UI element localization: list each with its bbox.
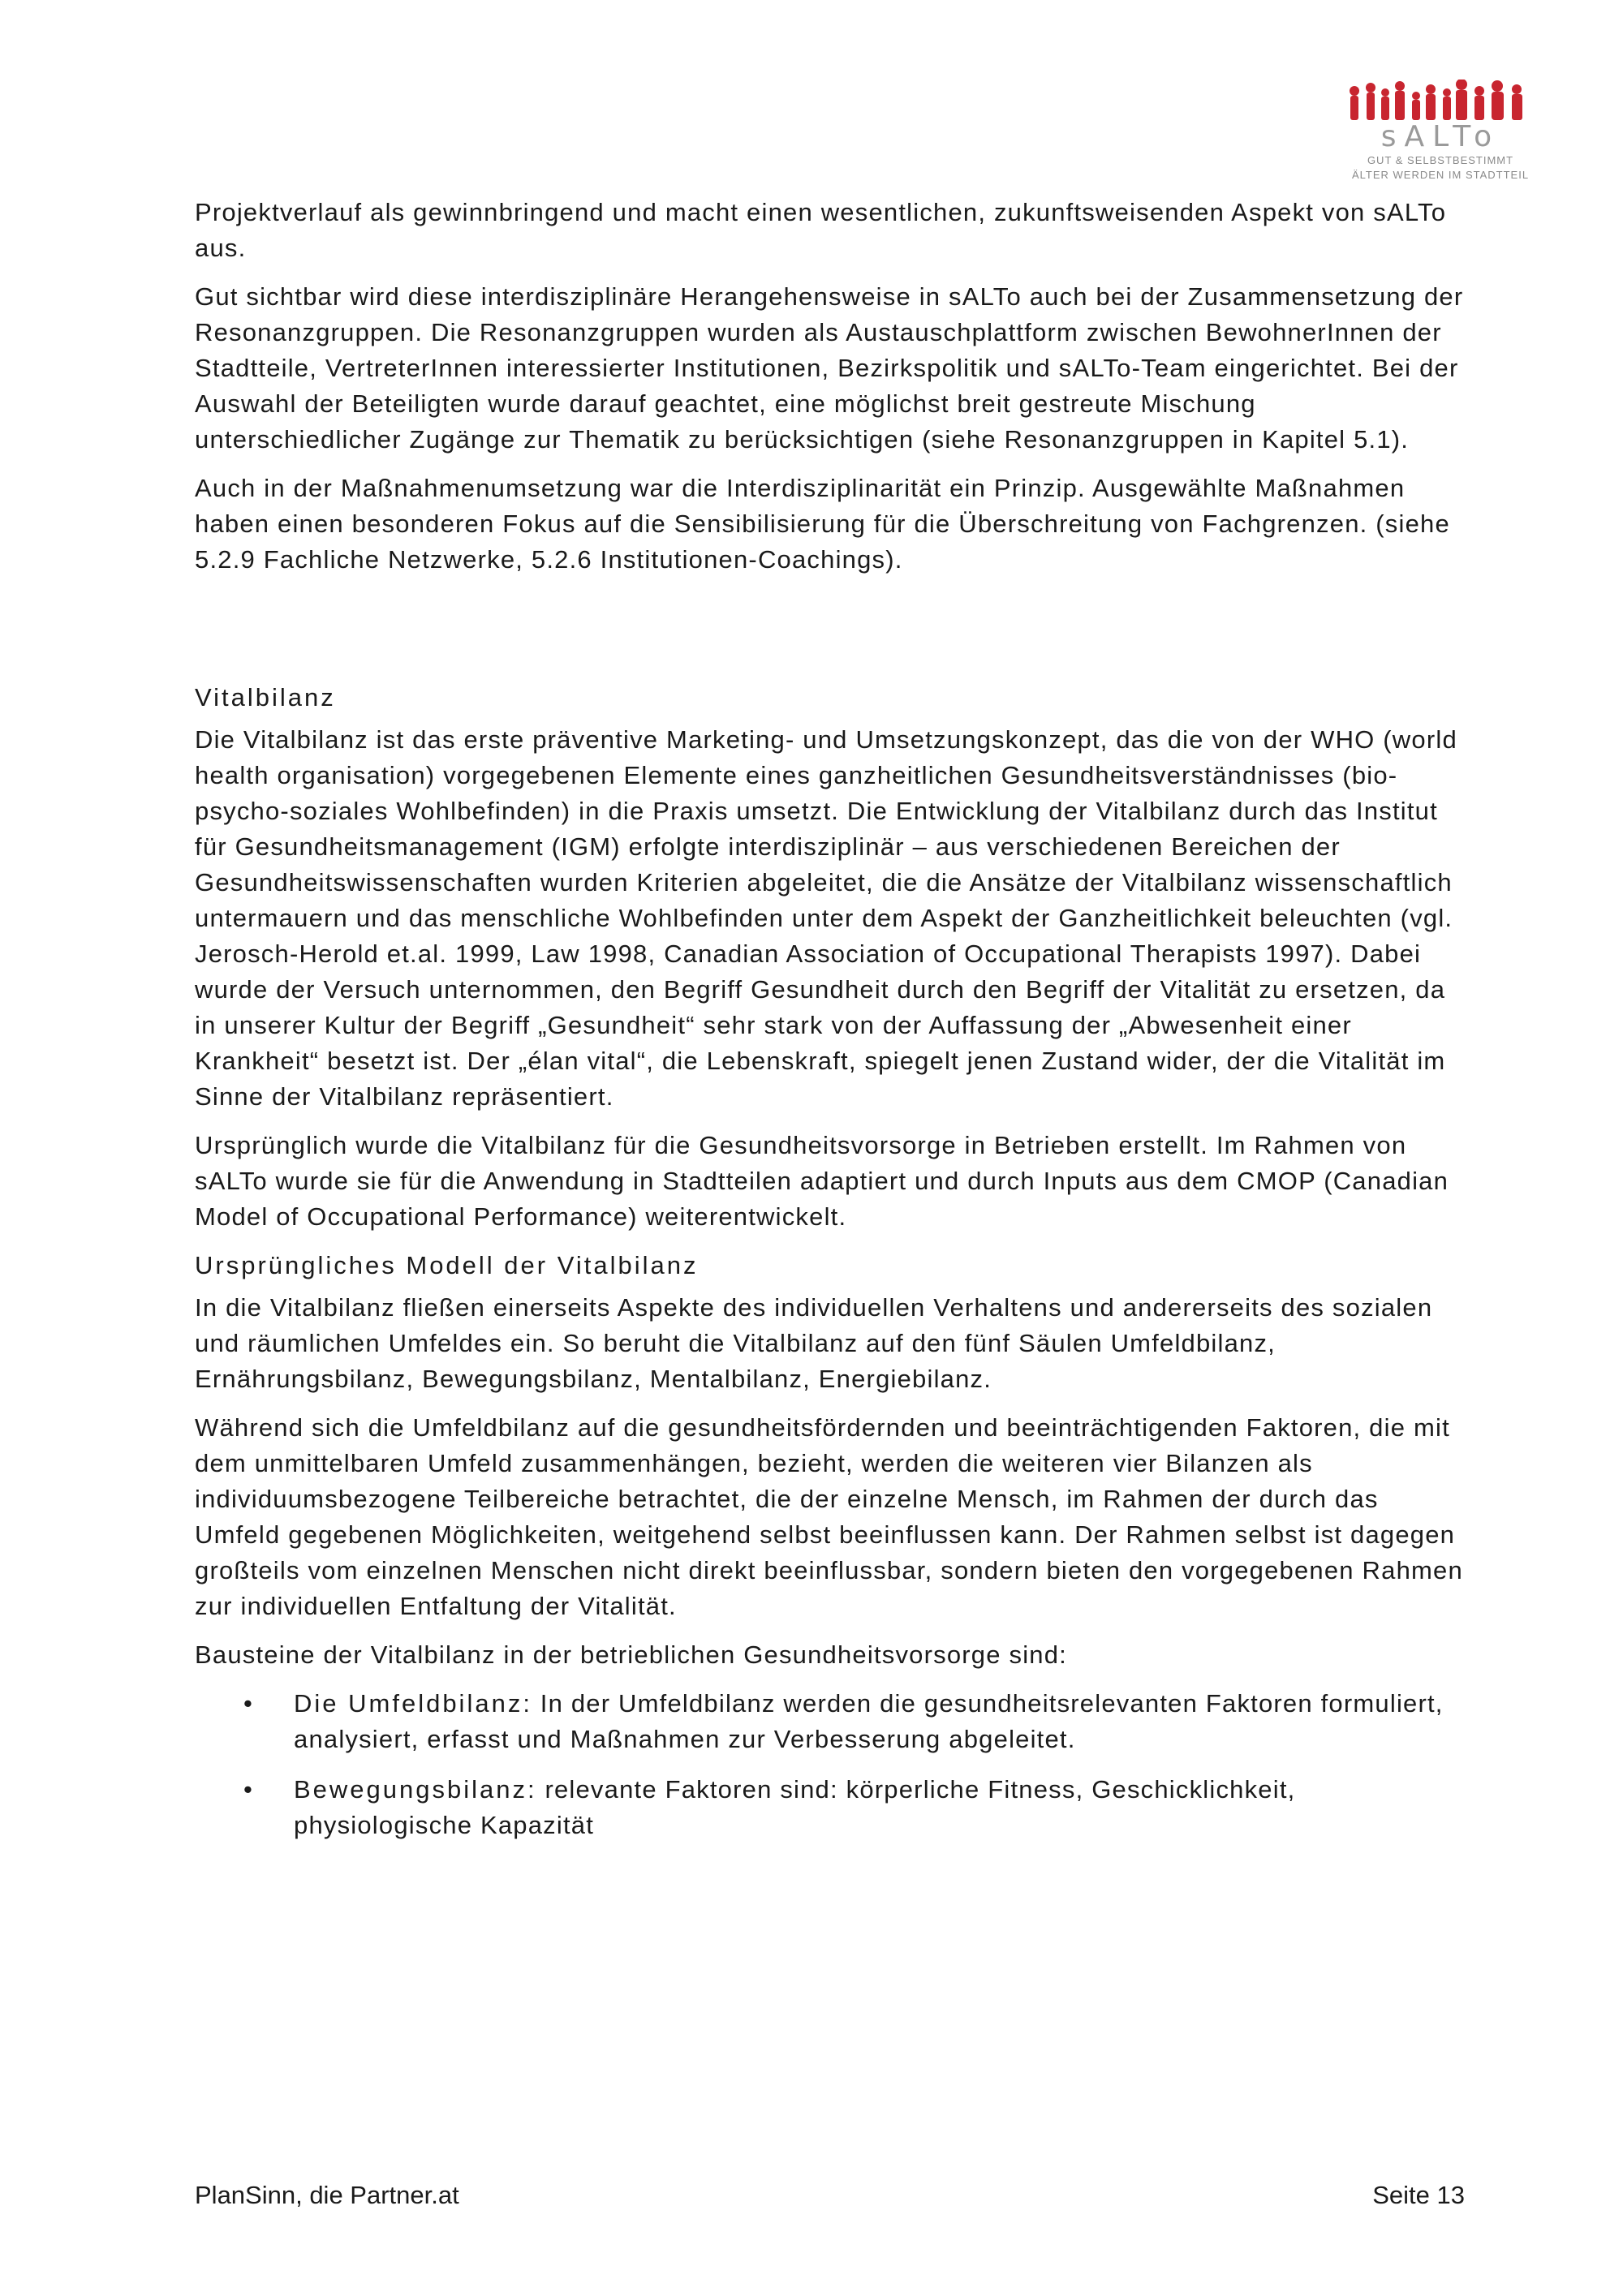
paragraph: Die Vitalbilanz ist das erste präventive Marketing- und Umsetzungskonzept, das die von der WHO (world health organisation) vorgegebenen Elemente eines ganzheitlichen Gesundheitsverständnisses (bio-psycho-soziales Wohlbefinden) in die Praxis umsetzt. Die Entwicklung der Vitalbilanz durch das Institut für Gesundheitsmanagement (IGM) erfolgte interdisziplinär – aus verschiedenen Bereichen der Gesundheitswissenschaften wurden Kriterien abgeleitet, die die Ansätze der Vitalbilanz wissenschaftlich untermauern und das menschliche Wohlbefinden unter dem Aspekt der Ganzheitlichkeit beleuchten (vgl. Jerosch-Herold et.al. 1999, Law 1998, Canadian Association of Occupational Therapists 1997). Dabei wurde der Versuch unternommen, den Begriff Gesundheit durch den Begriff der Vitalität zu ersetzen, da in unserer Kultur der Begriff „Gesundheit“ sehr stark von der Auffassung der „Abwesenheit einer Krankheit“ besetzt ist. Der „élan vital“, die Lebenskraft, spiegelt jenen Zustand wider, der die Vitalität im Sinne der Vitalbilanz repräsentiert. (195, 725, 1457, 1111)
footer-publisher: PlanSinn, die Partner.at (195, 2181, 459, 2209)
page-number: Seite 13 (1372, 2181, 1465, 2209)
paragraph: Auch in der Maßnahmenumsetzung war die Interdisziplinarität ein Prinzip. Ausgewählte Maßnahmen haben einen besonderen Fokus auf die Sensibilisierung für die Überschreitung von Fachgrenzen. (siehe 5.2.9 Fachliche Netzwerke, 5.2.6 Institutionen-Coachings). (195, 474, 1450, 574)
paragraph: Bausteine der Vitalbilanz in der betrieblichen Gesundheitsvorsorge sind: (195, 1640, 1067, 1669)
list-item-text: In der Umfeldbilanz werden die gesundheitsrelevanten Faktoren formuliert, analysiert, erfasst und Maßnahmen zur Verbesserung abgeleitet. (294, 1689, 1444, 1753)
list-item-label: Bewegungsbilanz: (294, 1775, 537, 1804)
paragraph: Während sich die Umfeldbilanz auf die gesundheitsfördernden und beeinträchtigenden Faktoren, die mit dem unmittelbaren Umfeld zusammenhängen, bezieht, werden die weiteren vier Bilanzen als individuumsbezogene Teilbereiche betrachtet, die der einzelne Mensch, im Rahmen der durch das Umfeld gegebenen Möglichkeiten, weitgehend selbst beeinflussen kann. Der Rahmen selbst ist dagegen großteils vom einzelnen Menschen nicht direkt beeinflussbar, sondern bieten den vorgegebenen Rahmen zur individuellen Entfaltung der Vitalität. (195, 1413, 1463, 1620)
list-item (195, 1772, 1469, 1843)
paragraph: Projektverlauf als gewinnbringend und macht einen wesentlichen, zukunftsweisenden Aspekt von sALTo aus. (195, 198, 1447, 262)
paragraph: Ursprünglich wurde die Vitalbilanz für die Gesundheitsvorsorge in Betrieben erstellt. Im Rahmen von sALTo wurde sie für die Anwendung in Stadtteilen adaptiert und durch Inputs aus dem CMOP (Canadian Model of Occupational Performance) weiterentwickelt. (195, 1131, 1449, 1231)
list-item-label: Die Umfeldbilanz: (294, 1689, 532, 1718)
salto-wordmark (1343, 120, 1538, 153)
list-item (195, 1686, 1469, 1757)
paragraph: Gut sichtbar wird diese interdisziplinäre Herangehensweise in sALTo auch bei der Zusammensetzung der Resonanzgruppen. Die Resonanzgruppen wurden als Austauschplattform zwischen BewohnerInnen der Stadtteile, VertreterInnen interessierter Institutionen, Bezirkspolitik und sALTo-Team eingerichtet. Bei der Auswahl der Beteiligten wurde darauf geachtet, eine möglichst breit gestreute Mischung unterschiedlicher Zugänge zur Thematik zu berücksichtigen (siehe Resonanzgruppen in Kapitel 5.1). (195, 282, 1464, 454)
bullet-list (195, 1686, 1469, 1843)
list-item-text: relevante Faktoren sind: körperliche Fitness, Geschicklichkeit, physiologische Kapazität (294, 1775, 1296, 1839)
section-heading-vitalbilanz: Vitalbilanz (195, 683, 336, 712)
bullet-icon: • (243, 1775, 254, 1804)
document-body (195, 195, 1469, 1858)
salto-tagline-2: ÄLTER WERDEN IM STADTTEIL (1351, 169, 1530, 181)
bullet-icon: • (243, 1689, 254, 1718)
page-footer (195, 2181, 1465, 2210)
svg-text:sALTo: sALTo (1380, 120, 1500, 153)
paragraph: In die Vitalbilanz fließen einerseits Aspekte des individuellen Verhaltens und andererseits des sozialen und räumlichen Umfeldes ein. So beruht die Vitalbilanz auf den fünf Säulen Umfeldbilanz, Ernährungsbilanz, Bewegungsbilanz, Mentalbilanz, Energiebilanz. (195, 1293, 1433, 1393)
salto-logo (1343, 80, 1538, 201)
section-heading-modell: Ursprüngliches Modell der Vitalbilanz (195, 1251, 699, 1279)
salto-tagline-1: GUT & SELBSTBESTIMMT (1367, 154, 1514, 166)
